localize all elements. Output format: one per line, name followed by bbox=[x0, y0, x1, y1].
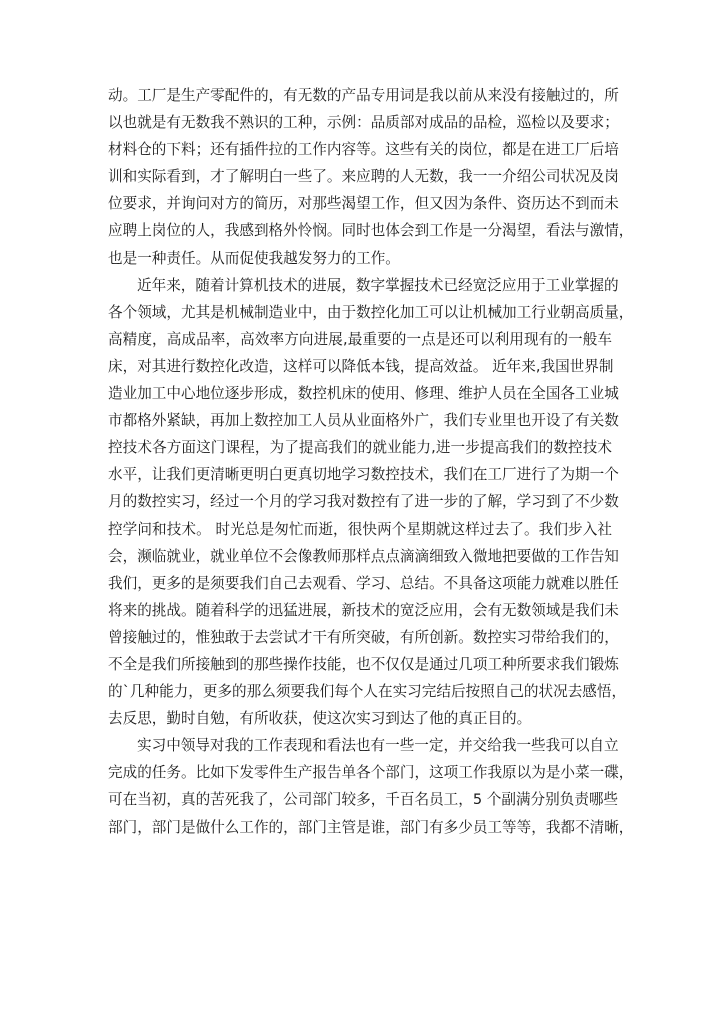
text-line: 实习中领导对我的工作表现和看法也有一些一定，并交给我一些我可以自立 bbox=[137, 737, 619, 755]
text-line: 材料仓的下料；还有插件拉的工作内容等。这些有关的岗位，都是在进工厂后培 bbox=[108, 141, 619, 159]
text-line: 将来的挑战。随着科学的迅猛进展，新技术的宽泛应用，会有无数领域是我们未 bbox=[108, 601, 619, 619]
text-line: 水平，让我们更清晰更明白更真切地学习数控技术，我们在工厂进行了为期一个 bbox=[108, 466, 619, 484]
paragraph-3 bbox=[108, 732, 634, 840]
text-line: 近年来，随着计算机技术的进展，数字掌握技术已经宽泛应用于工业掌握的 bbox=[137, 276, 619, 294]
text-line: 造业加工中心地位逐步形成，数控机床的使用、修理、维护人员在全国各工业城 bbox=[108, 385, 619, 403]
text-line: 高精度，高成品率，高效率方向进展,最重要的一点是还可以利用现有的一般车 bbox=[108, 330, 612, 348]
text-line: 市都格外紧缺，再加上数控加工人员从业面格外广，我们专业里也开设了有关数 bbox=[108, 412, 619, 430]
text-line: 月的数控实习，经过一个月的学习我对数控有了进一步的了解，学习到了不少数 bbox=[108, 493, 619, 511]
text-line: 曾接触过的，惟独敢于去尝试才干有所突破，有所创新。数控实习带给我们的， bbox=[108, 628, 619, 646]
text-line: 部门，部门是做什么工作的，部门主管是谁，部门有多少员工等等，我都不清晰， bbox=[108, 818, 634, 836]
text-line: 床，对其进行数控化改造，这样可以降低本钱，提高效益。 近年来,我国世界制 bbox=[108, 357, 614, 375]
text-line: 控学问和技术。 时光总是匆忙而逝，很快两个星期就这样过去了。我们步入社 bbox=[108, 520, 612, 538]
text-line: 完成的任务。比如下发零件生产报告单各个部门，这项工作我原以为是小菜一碟， bbox=[108, 764, 634, 782]
text-line: 训和实际看到，才了解明白一些了。来应聘的人无数，我一一介绍公司状况及岗 bbox=[108, 168, 619, 186]
text-line: 控技术各方面这门课程，为了提高我们的就业能力,进一步提高我们的数控技术 bbox=[108, 439, 612, 457]
text-line: 位要求，并询问对方的简历，对那些渴望工作，但又因为条件、资历达不到而未 bbox=[108, 195, 619, 213]
text-line: 去反思，勤时自勉，有所收获，使这次实习到达了他的真正目的。 bbox=[108, 710, 532, 728]
text-line: 应聘上岗位的人，我感到格外怜悯。同时也体会到工作是一分渴望，看法与激情， bbox=[108, 222, 634, 240]
text-line: 动。工厂是生产零配件的，有无数的产品专用词是我以前从来没有接触过的，所 bbox=[108, 87, 619, 104]
text-line: 我们，更多的是须要我们自己去观看、学习、总结。不具备这项能力就难以胜任 bbox=[108, 574, 619, 592]
paragraph-2 bbox=[108, 272, 634, 733]
text-line: 不全是我们所接触到的那些操作技能，也不仅仅是通过几项工种所要求我们锻炼 bbox=[108, 655, 619, 673]
text-line: 也是一种责任。从而促使我越发努力的工作。 bbox=[108, 249, 400, 267]
text-line: 会，濒临就业，就业单位不会像教师那样点点滴滴细致入微地把要做的工作告知 bbox=[108, 547, 619, 565]
text-line: 以也就是有无数我不熟识的工种，示例：品质部对成品的品检，巡检以及要求； bbox=[108, 114, 619, 132]
text-line: 各个领域，尤其是机械制造业中，由于数控化加工可以让机械加工行业朝高质量， bbox=[108, 303, 634, 321]
document-body bbox=[108, 82, 634, 841]
text-line: 可在当初，真的苦死我了，公司部门较多，千百名员工，5 个副满分别负责哪些 bbox=[108, 791, 619, 809]
paragraph-1 bbox=[108, 82, 634, 272]
text-line: 的`几种能力，更多的那么须要我们每个人在实习完结后按照自己的状况去感悟， bbox=[108, 683, 627, 701]
